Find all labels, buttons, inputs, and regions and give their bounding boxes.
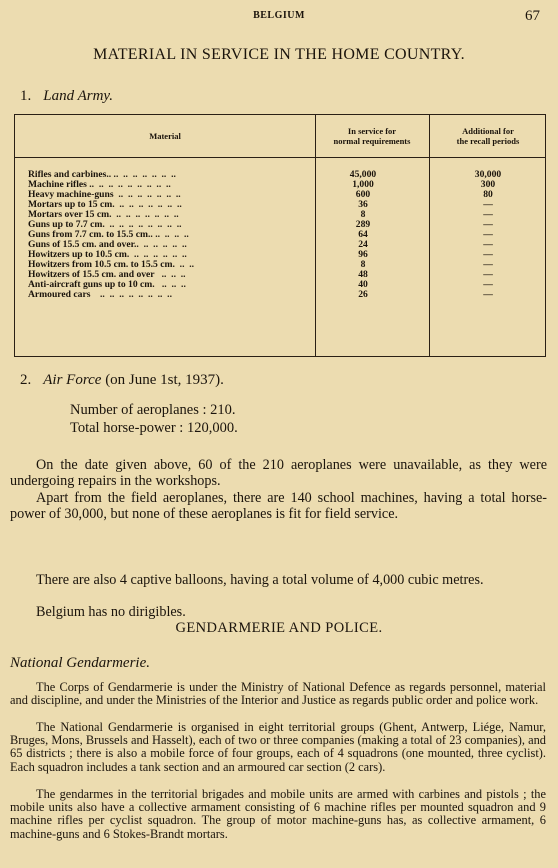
header-recall-line1: Additional for <box>462 126 514 136</box>
header-recall-line2: the recall periods <box>456 136 520 146</box>
row-label: Mortars up to 15 cm. .. .. .. .. .. .. .. <box>28 199 182 210</box>
section-title-gendarmerie: GENDARMERIE AND POLICE. <box>175 620 383 636</box>
section-title: Air Force <box>43 372 102 388</box>
header-material: Material <box>149 131 181 141</box>
material-table <box>14 114 546 357</box>
section-number: 2. <box>20 372 32 388</box>
row-service-value: 600 <box>355 189 371 200</box>
row-label: Howitzers of 15.5 cm. and over .. .. .. <box>28 269 186 280</box>
running-head-title: BELGIUM <box>253 10 305 21</box>
paragraph: The gendarmes in the territorial brigades and mobile units are armed with carbines and pistols ; the mobile units also have a collective armament consisting of 6 machine rifles per mounted squadron and 9 machine rifles per cyclist squadron. The group of motor machine-guns has, as collective armament, 6 machine-guns and 6 Stokes-Brandt mortars. <box>10 787 546 841</box>
row-label: Guns up to 7.7 cm. .. .. .. .. .. .. .. .. <box>28 219 182 230</box>
table-row <box>15 290 545 300</box>
row-recall-value: 80 <box>483 189 493 200</box>
page-number: 67 <box>525 8 540 24</box>
row-service-value: 8 <box>360 259 366 270</box>
header-service-line1: In service for <box>347 126 397 136</box>
row-label: Machine rifles .. .. .. .. .. .. .. .. .. <box>28 179 171 190</box>
paragraph: The Corps of Gendarmerie is under the Ministry of National Defence as regards personnel, material and discipline, and under the Ministries of the Interior and Justice as regards public order and police work. <box>10 680 546 708</box>
row-recall-value: — <box>483 209 493 220</box>
paragraph: On the date given above, 60 of the 210 aeroplanes were unavailable, as they were undergoing repairs in the workshops. <box>10 457 547 489</box>
paragraph: Apart from the field aeroplanes, there are 140 school machines, having a total horse-power of 30,000, but none of these aeroplanes is fit for field service. <box>10 490 547 522</box>
total-horsepower: Total horse-power : 120,000. <box>70 420 238 436</box>
row-label: Howitzers from 10.5 cm. to 15.5 cm. .. .. <box>28 259 195 270</box>
row-service-value: 8 <box>360 209 366 220</box>
air-force-figures <box>70 401 238 437</box>
paragraph: The National Gendarmerie is organised in eight territorial groups (Ghent, Antwerp, Liége, Namur, Bruges, Mons, Brussels and Hasselt), each of two or three companies (making a total of 23 companies), and 65 districts ; there is also a mobile force of four groups, each of 4 squadrons (one mounted, three cyclist). Each squadron includes a tank section and an armoured car section (2 cars). <box>10 720 546 774</box>
row-service-value: 45,000 <box>349 169 377 180</box>
row-recall-value: — <box>483 269 493 280</box>
main-title: MATERIAL IN SERVICE IN THE HOME COUNTRY. <box>93 46 465 63</box>
row-recall-value: — <box>483 219 493 230</box>
row-recall-value: 300 <box>480 179 496 190</box>
section-land-army-heading <box>20 88 113 105</box>
header-recall <box>429 126 547 146</box>
row-service-value: 48 <box>358 269 368 280</box>
row-service-value: 96 <box>358 249 368 260</box>
section-date: (on June 1st, 1937). <box>101 372 224 388</box>
subsection-title: National Gendarmerie. <box>10 655 150 671</box>
row-service-value: 64 <box>358 229 368 240</box>
aeroplanes-count: Number of aeroplanes : 210. <box>70 402 236 418</box>
row-label: Armoured cars .. .. .. .. .. .. .. .. <box>28 289 172 300</box>
row-recall-value: — <box>483 289 493 300</box>
paragraph: Belgium has no dirigibles. <box>36 604 186 620</box>
section-number: 1. <box>20 88 32 104</box>
row-recall-value: — <box>483 279 493 290</box>
row-recall-value: 30,000 <box>474 169 502 180</box>
row-service-value: 26 <box>358 289 368 300</box>
row-service-value: 1,000 <box>352 179 374 190</box>
table-header-rule <box>15 157 545 158</box>
row-service-value: 289 <box>355 219 371 230</box>
section-air-force-heading <box>20 372 224 389</box>
row-recall-value: — <box>483 239 493 250</box>
row-recall-value: — <box>483 259 493 270</box>
paragraph: There are also 4 captive balloons, having a total volume of 4,000 cubic metres. <box>36 572 484 588</box>
row-label: Mortars over 15 cm. .. .. .. .. .. .. .. <box>28 209 179 220</box>
section-title: Land Army. <box>43 88 113 104</box>
running-head <box>0 8 558 24</box>
row-label: Howitzers up to 10.5 cm. .. .. .. .. .. .. <box>28 249 187 260</box>
row-label: Anti-aircraft guns up to 10 cm. .. .. .. <box>28 279 186 290</box>
header-service <box>315 126 429 146</box>
row-label: Guns of 15.5 cm. and over.. .. .. .. .. .. <box>28 239 187 250</box>
row-label: Guns from 7.7 cm. to 15.5 cm.. .. .. .. .. <box>28 229 189 240</box>
row-recall-value: — <box>483 229 493 240</box>
row-service-value: 36 <box>358 199 368 210</box>
row-recall-value: — <box>483 249 493 260</box>
row-label: Rifles and carbines.. .. .. .. .. .. .. .. <box>28 169 176 180</box>
row-service-value: 24 <box>358 239 368 250</box>
row-service-value: 40 <box>358 279 368 290</box>
row-recall-value: — <box>483 199 493 210</box>
row-label: Heavy machine-guns .. .. .. .. .. .. .. <box>28 189 181 200</box>
header-service-line2: normal requirements <box>333 136 411 146</box>
